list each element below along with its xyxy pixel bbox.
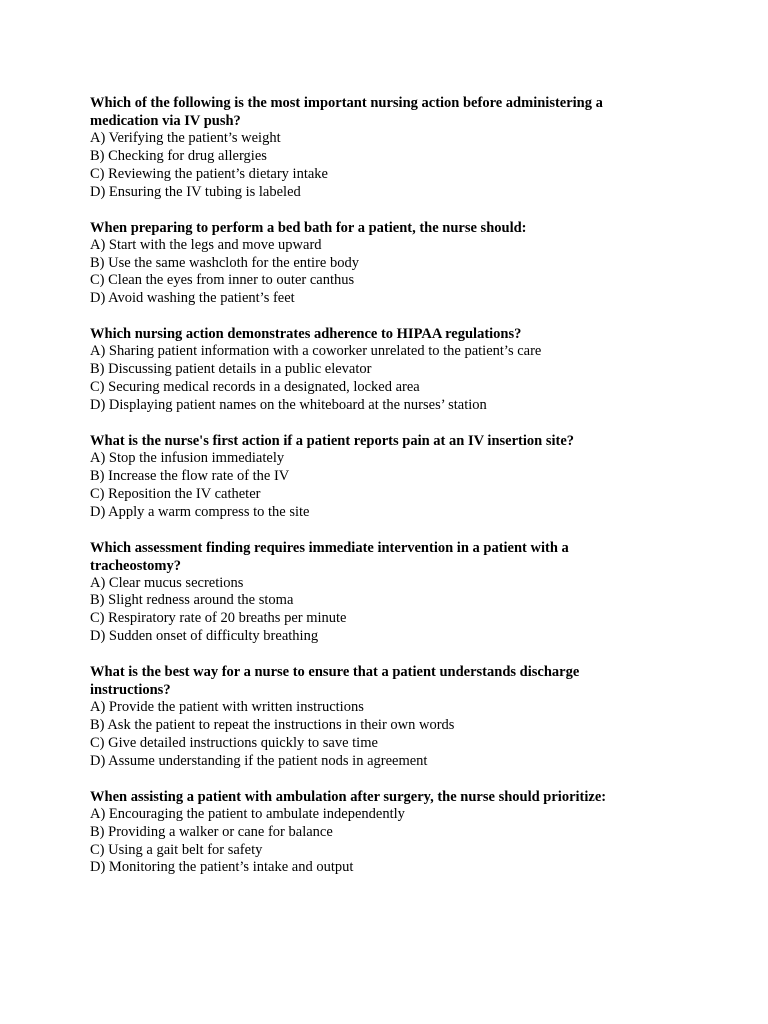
question-list (90, 94, 650, 894)
option-d: D) Avoid washing the patient’s feet (90, 290, 295, 307)
option-b: B) Ask the patient to repeat the instructions in their own words (90, 717, 455, 734)
option-c: C) Securing medical records in a designated, locked area (90, 379, 420, 396)
question-3 (90, 325, 650, 415)
option-a: A) Clear mucus secretions (90, 574, 244, 591)
option-c: C) Respiratory rate of 20 breaths per minute (90, 610, 347, 627)
option-d: D) Sudden onset of difficulty breathing (90, 628, 319, 645)
option-d: D) Apply a warm compress to the site (90, 503, 310, 520)
option-c: C) Reposition the IV catheter (90, 485, 261, 502)
option-a: A) Encouraging the patient to ambulate independently (90, 805, 405, 822)
question-5 (90, 539, 650, 647)
option-c: C) Using a gait belt for safety (90, 841, 263, 858)
option-d: D) Displaying patient names on the whiteboard at the nurses’ station (90, 396, 487, 413)
option-b: B) Use the same washcloth for the entire body (90, 254, 359, 271)
question-7 (90, 788, 650, 878)
question-text: When preparing to perform a bed bath for a patient, the nurse should: (90, 219, 527, 236)
question-text: Which assessment finding requires immediate intervention in a patient with a tracheostomy? (90, 539, 569, 574)
option-d: D) Monitoring the patient’s intake and output (90, 859, 354, 876)
option-a: A) Verifying the patient’s weight (90, 130, 281, 146)
question-4 (90, 432, 650, 522)
question-text: When assisting a patient with ambulation after surgery, the nurse should prioritize: (90, 788, 607, 805)
option-b: B) Increase the flow rate of the IV (90, 467, 290, 484)
option-d: D) Assume understanding if the patient nods in agreement (90, 752, 428, 769)
option-a: A) Stop the infusion immediately (90, 449, 285, 466)
option-a: A) Provide the patient with written instructions (90, 699, 364, 716)
option-c: C) Give detailed instructions quickly to save time (90, 734, 378, 751)
question-text: What is the best way for a nurse to ensure that a patient understands discharge instructions? (90, 664, 580, 699)
option-b: B) Providing a walker or cane for balance (90, 823, 333, 840)
question-text: Which nursing action demonstrates adherence to HIPAA regulations? (90, 326, 522, 343)
option-b: B) Checking for drug allergies (90, 147, 267, 164)
option-c: C) Reviewing the patient’s dietary intake (90, 165, 328, 182)
option-b: B) Slight redness around the stoma (90, 592, 294, 609)
question-text: What is the nurse's first action if a patient reports pain at an IV insertion site? (90, 432, 575, 449)
option-d: D) Ensuring the IV tubing is labeled (90, 183, 301, 200)
option-c: C) Clean the eyes from inner to outer canthus (90, 272, 355, 289)
question-text: Which of the following is the most important nursing action before administering a medication via IV push? (90, 95, 603, 129)
option-b: B) Discussing patient details in a public elevator (90, 361, 372, 378)
question-2 (90, 219, 650, 309)
question-6 (90, 663, 650, 771)
option-a: A) Sharing patient information with a coworker unrelated to the patient’s care (90, 343, 542, 360)
option-a: A) Start with the legs and move upward (90, 236, 322, 253)
question-1 (90, 94, 650, 202)
